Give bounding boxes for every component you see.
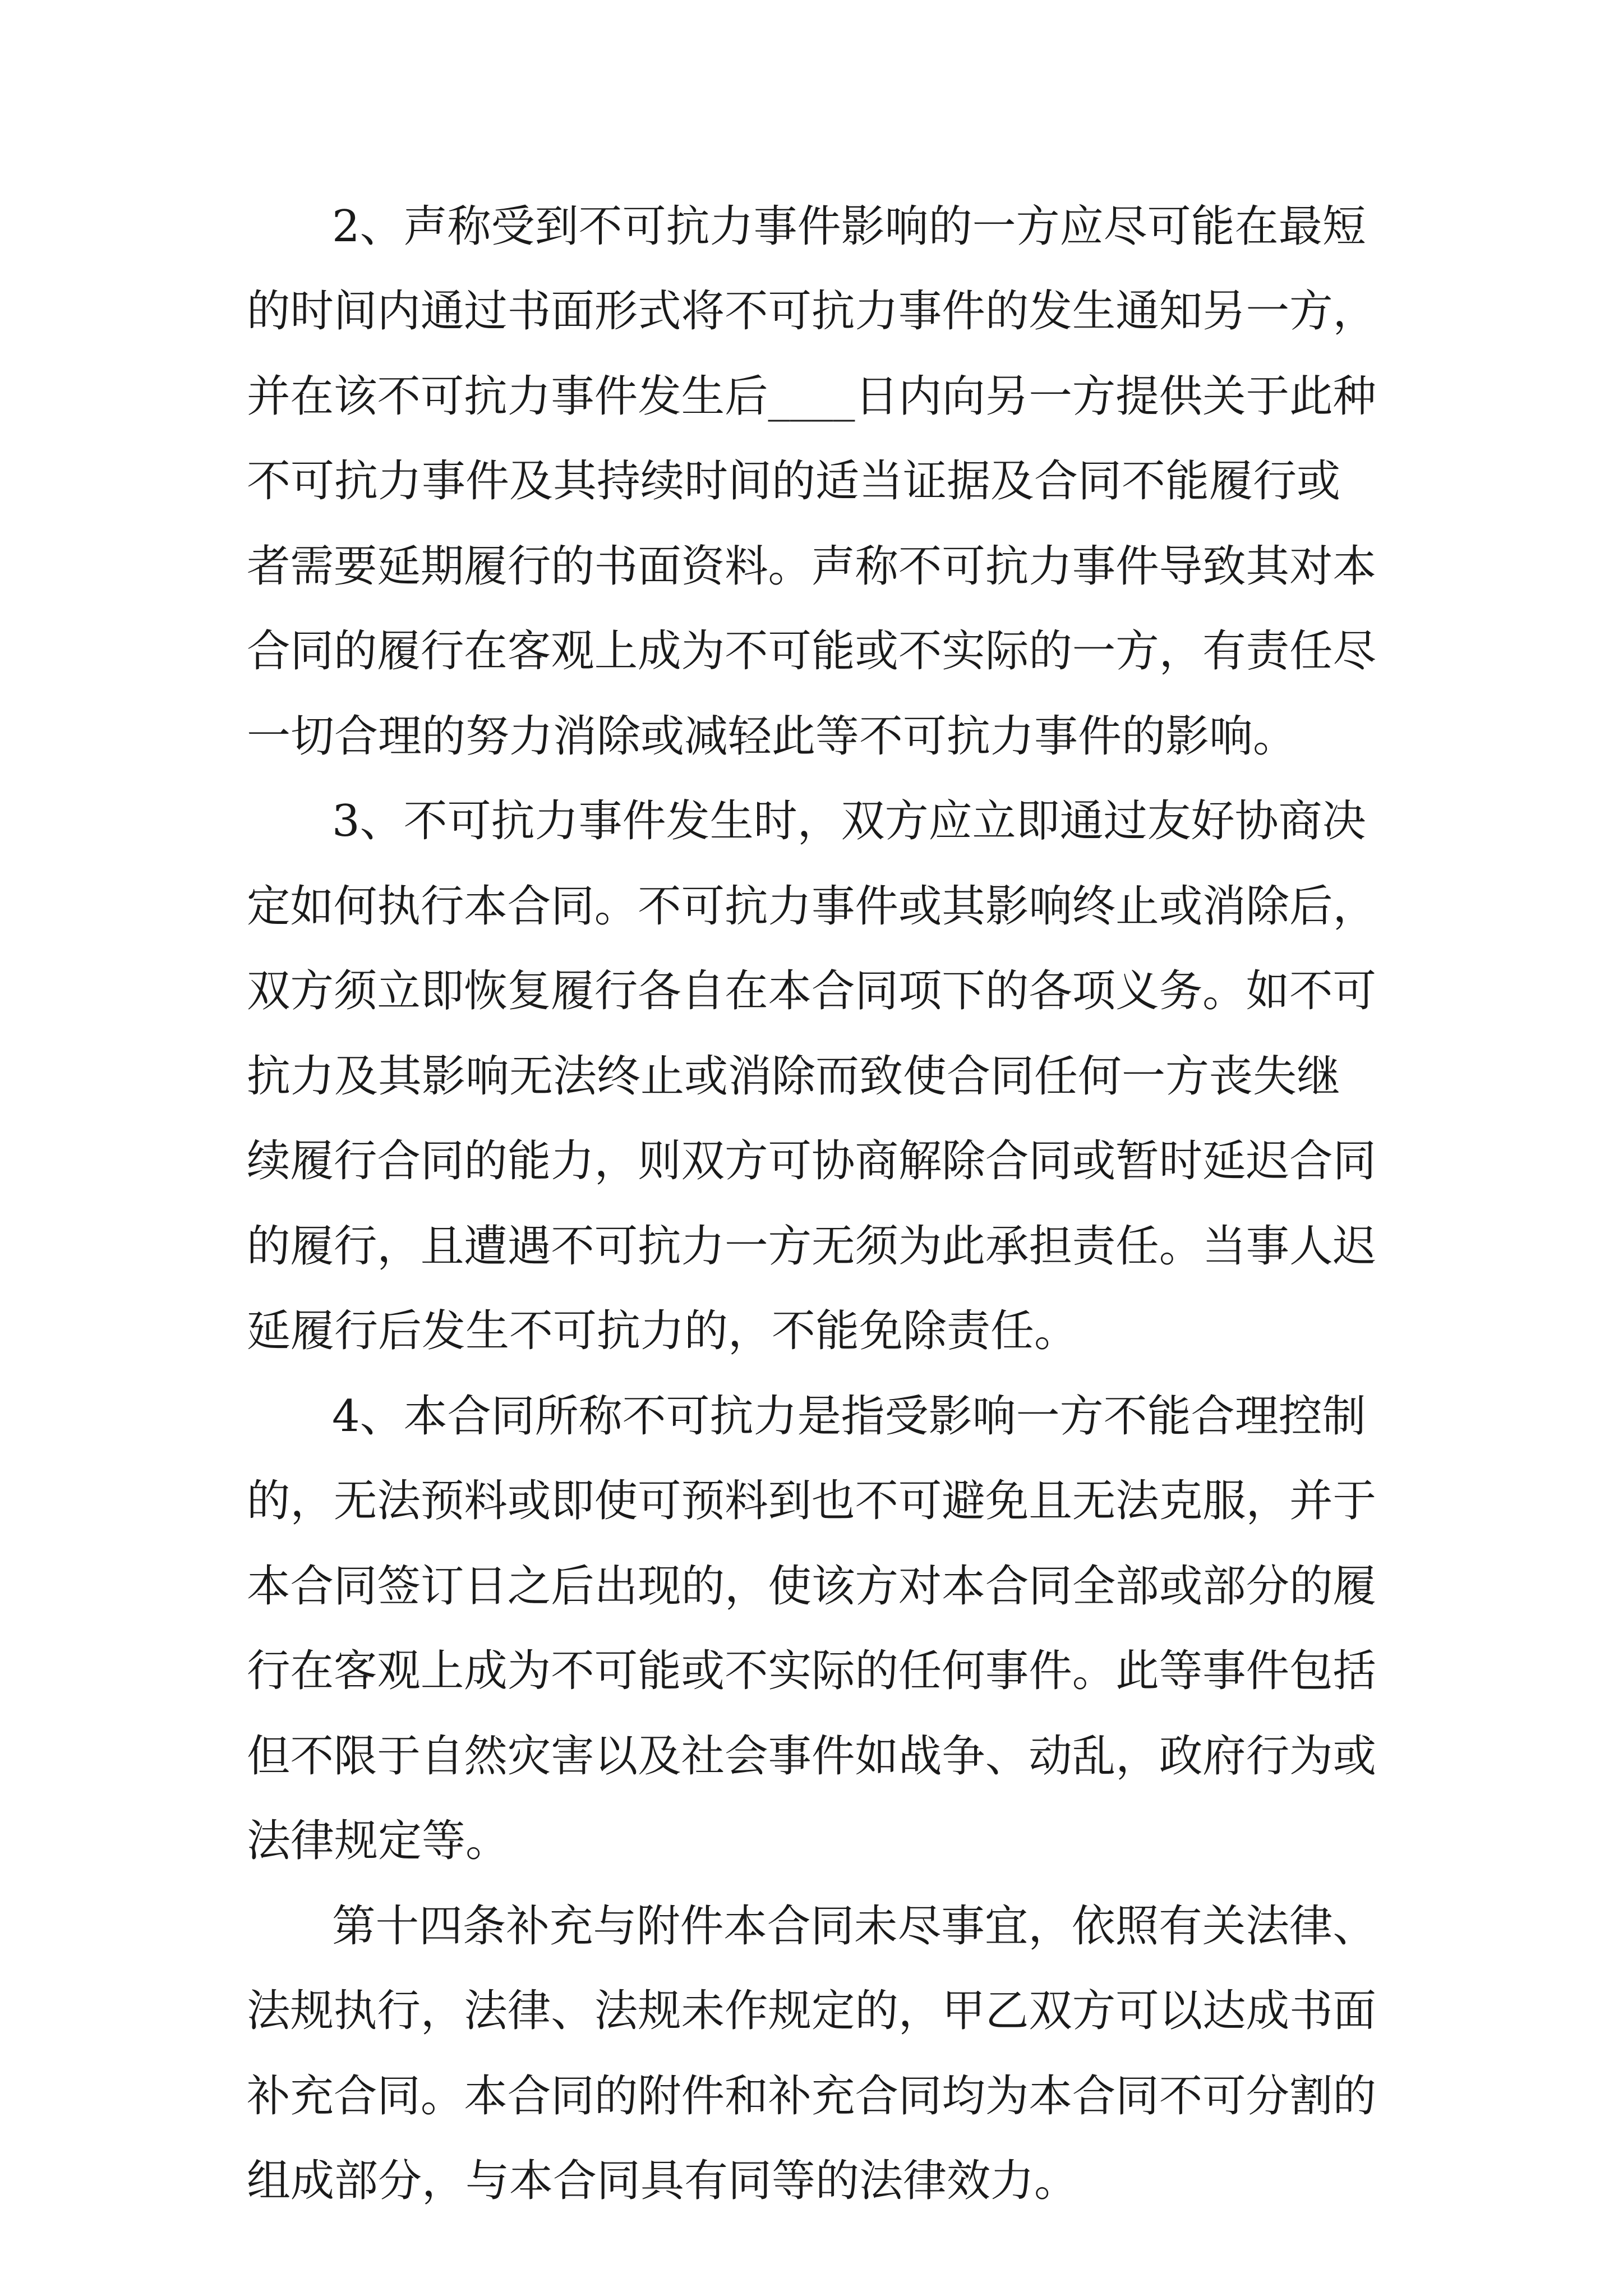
- text-line: 延履行后发生不可抗力的，不能免除责任。: [247, 1306, 1078, 1356]
- text-line: 组成部分，与本合同具有同等的法律效力。: [247, 2156, 1078, 2206]
- text-line: 补充合同。本合同的附件和补充合同均为本合同不可分割的: [247, 2071, 1377, 2122]
- text-line: 的履行，且遭遇不可抗力一方无须为此承担责任。当事人迟: [247, 1221, 1377, 1272]
- text-line: 3、不可抗力事件发生时，双方应立即通过友好协商决: [332, 796, 1366, 846]
- text-line: 第十四条补充与附件本合同未尽事宜，依照有关法律、: [332, 1901, 1377, 1952]
- text-line: 的，无法预料或即使可预料到也不可避免且无法克服，并于: [247, 1476, 1377, 1526]
- text-line: 定如何执行本合同。不可抗力事件或其影响终止或消除后，: [247, 881, 1377, 932]
- text-line: 行在客观上成为不可能或不实际的任何事件。此等事件包括: [247, 1646, 1377, 1696]
- text-line: 者需要延期履行的书面资料。声称不可抗力事件导致其对本: [247, 541, 1377, 592]
- text-line: 双方须立即恢复履行各自在本合同项下的各项义务。如不可: [247, 966, 1377, 1016]
- text-line: 抗力及其影响无法终止或消除而致使合同任何一方丧失继: [247, 1051, 1341, 1102]
- text-line: 一切合理的努力消除或减轻此等不可抗力事件的影响。: [247, 711, 1297, 762]
- text-line: 法规执行，法律、法规未作规定的，甲乙双方可以达成书面: [247, 1986, 1377, 2036]
- text-line: 法律规定等。: [247, 1816, 510, 1866]
- text-line: 2、声称受到不可抗力事件影响的一方应尽可能在最短: [332, 201, 1366, 252]
- text-line: 并在该不可抗力事件发生后____日内向另一方提供关于此种: [247, 371, 1377, 422]
- text-line: 合同的履行在客观上成为不可能或不实际的一方，有责任尽: [247, 626, 1377, 677]
- text-line: 但不限于自然灾害以及社会事件如战争、动乱，政府行为或: [247, 1731, 1377, 1782]
- text-line: 4、本合同所称不可抗力是指受影响一方不能合理控制: [332, 1391, 1366, 1442]
- text-line: 续履行合同的能力，则双方可协商解除合同或暂时延迟合同: [247, 1136, 1377, 1186]
- text-line: 不可抗力事件及其持续时间的适当证据及合同不能履行或: [247, 456, 1341, 507]
- text-line: 本合同签订日之后出现的，使该方对本合同全部或部分的履: [247, 1561, 1377, 1612]
- text-line: 的时间内通过书面形式将不可抗力事件的发生通知另一方，: [247, 286, 1377, 337]
